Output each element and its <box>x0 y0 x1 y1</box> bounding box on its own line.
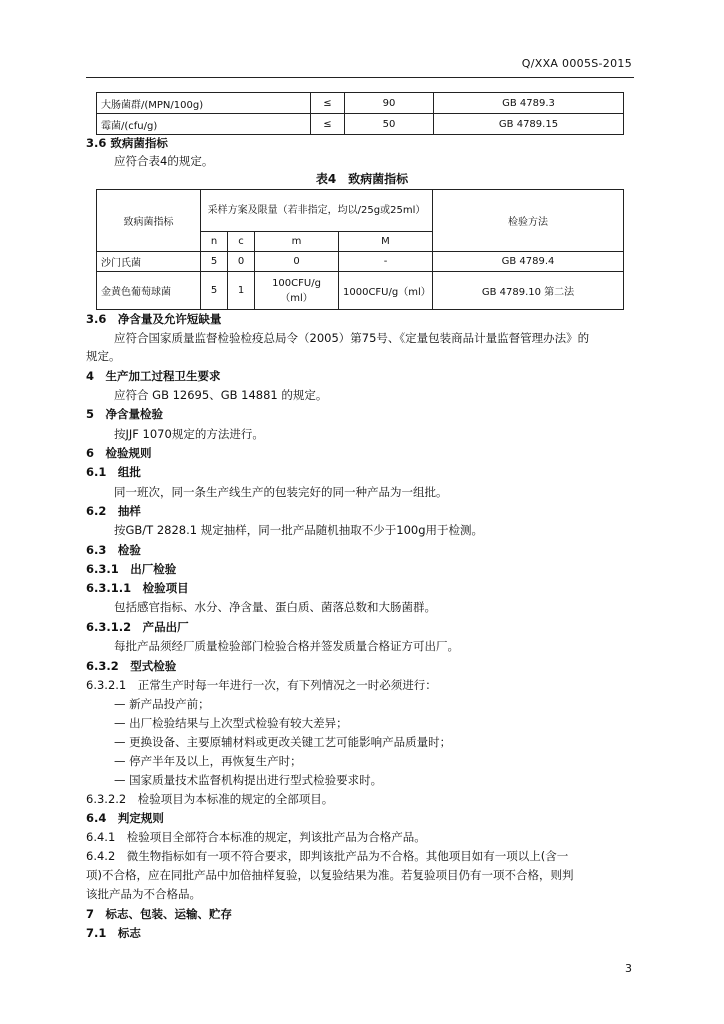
microbial-limits-table <box>96 92 624 135</box>
paragraph: 应符合表4的规定。 <box>114 154 214 168</box>
paragraph: 规定。 <box>86 349 121 363</box>
document-code: Q/XXA 0005S-2015 <box>521 57 632 70</box>
section-heading: 6.3.1 出厂检验 <box>86 562 177 576</box>
table-cell: 大肠菌群/(MPN/100g) <box>97 93 311 114</box>
table-cell: 1 <box>228 272 255 310</box>
section-heading: 6.2 抽样 <box>86 504 141 518</box>
table-row <box>97 252 624 272</box>
section-heading: 6.3.1.1 检验项目 <box>86 581 189 595</box>
paragraph: 该批产品为不合格品。 <box>86 887 201 901</box>
list-item: — 国家质量技术监督机构提出进行型式检验要求时。 <box>114 773 383 787</box>
paragraph: 6.4.2 微生物指标如有一项不符合要求，即判该批产品为不合格。其他项目如有一项以上(含一 <box>86 849 569 863</box>
table-cell: 霉菌/(cfu/g) <box>97 114 311 135</box>
paragraph: 项)不合格，应在同批产品中加倍抽样复验，以复验结果为准。若复验项目仍有一项不合格，则判 <box>86 868 574 882</box>
paragraph: 6.3.2.1 正常生产时每一年进行一次，有下列情况之一时必须进行： <box>86 678 437 692</box>
table-cell: 5 <box>201 272 228 310</box>
table-row <box>97 114 624 135</box>
section-heading: 7.1 标志 <box>86 926 141 940</box>
section-heading: 6.3.1.2 产品出厂 <box>86 620 189 634</box>
table-cell: 100CFU/g（ml） <box>255 272 339 310</box>
section-heading: 4 生产加工过程卫生要求 <box>86 369 221 383</box>
table-cell: ≤ <box>311 93 345 114</box>
table-row <box>97 93 624 114</box>
header-rule <box>86 77 634 78</box>
section-heading: 6 检验规则 <box>86 446 152 460</box>
paragraph: 应符合国家质量监督检验检疫总局令（2005）第75号、《定量包装商品计量监督管理办法》的 <box>114 331 590 345</box>
paragraph: 每批产品须经厂质量检验部门检验合格并签发质量合格证方可出厂。 <box>114 639 459 653</box>
section-heading: 6.4 判定规则 <box>86 811 164 825</box>
table-header-cell: 致病菌指标 <box>97 190 201 252</box>
section-heading: 5 净含量检验 <box>86 407 164 421</box>
table-header-cell: M <box>339 232 433 252</box>
table-cell: 0 <box>228 252 255 272</box>
list-item: — 出厂检验结果与上次型式检验有较大差异； <box>114 716 348 730</box>
paragraph: 包括感官指标、水分、净含量、蛋白质、菌落总数和大肠菌群。 <box>114 600 436 614</box>
table-header-cell: 检验方法 <box>433 190 624 252</box>
table-cell: 金黄色葡萄球菌 <box>97 272 201 310</box>
section-heading: 6.3.2 型式检验 <box>86 659 177 673</box>
section-heading: 6.1 组批 <box>86 465 141 479</box>
table-row <box>97 272 624 310</box>
list-item: — 更换设备、主要原辅材料或更改关键工艺可能影响产品质量时； <box>114 735 452 749</box>
list-item: — 新产品投产前； <box>114 697 210 711</box>
table-cell: GB 4789.10 第二法 <box>433 272 624 310</box>
table-cell: 1000CFU/g（ml） <box>339 272 433 310</box>
table-caption: 表4 致病菌指标 <box>315 172 409 186</box>
table-cell: 沙门氏菌 <box>97 252 201 272</box>
paragraph: 应符合 GB 12695、GB 14881 的规定。 <box>114 388 328 402</box>
table-cell: 5 <box>201 252 228 272</box>
paragraph: 6.4.1 检验项目全部符合本标准的规定，判该批产品为合格产品。 <box>86 830 426 844</box>
paragraph: 按JJF 1070规定的方法进行。 <box>114 427 264 441</box>
pathogen-table <box>96 189 624 310</box>
table-header-cell: n <box>201 232 228 252</box>
paragraph: 6.3.2.2 检验项目为本标准的规定的全部项目。 <box>86 792 334 806</box>
section-heading: 3.6 净含量及允许短缺量 <box>86 312 222 326</box>
table-cell: GB 4789.4 <box>433 252 624 272</box>
table-header-cell: m <box>255 232 339 252</box>
section-heading: 7 标志、包装、运输、贮存 <box>86 907 233 921</box>
section-heading: 3.6 致病菌指标 <box>86 136 168 150</box>
table-cell: GB 4789.3 <box>434 93 624 114</box>
table-cell: ≤ <box>311 114 345 135</box>
table-cell: 50 <box>345 114 434 135</box>
table-cell: GB 4789.15 <box>434 114 624 135</box>
table-cell: 90 <box>345 93 434 114</box>
table-cell: - <box>339 252 433 272</box>
section-heading: 6.3 检验 <box>86 543 141 557</box>
table-header-row <box>97 190 624 232</box>
table-cell: 0 <box>255 252 339 272</box>
page-number: 3 <box>625 962 632 975</box>
table-header-cell: c <box>228 232 255 252</box>
table-header-cell: 采样方案及限量（若非指定，均以/25g或25ml） <box>201 190 433 232</box>
list-item: — 停产半年及以上，再恢复生产时； <box>114 754 302 768</box>
paragraph: 按GB/T 2828.1 规定抽样，同一批产品随机抽取不少于100g用于检测。 <box>114 523 483 537</box>
paragraph: 同一班次，同一条生产线生产的包装完好的同一种产品为一组批。 <box>114 485 448 499</box>
